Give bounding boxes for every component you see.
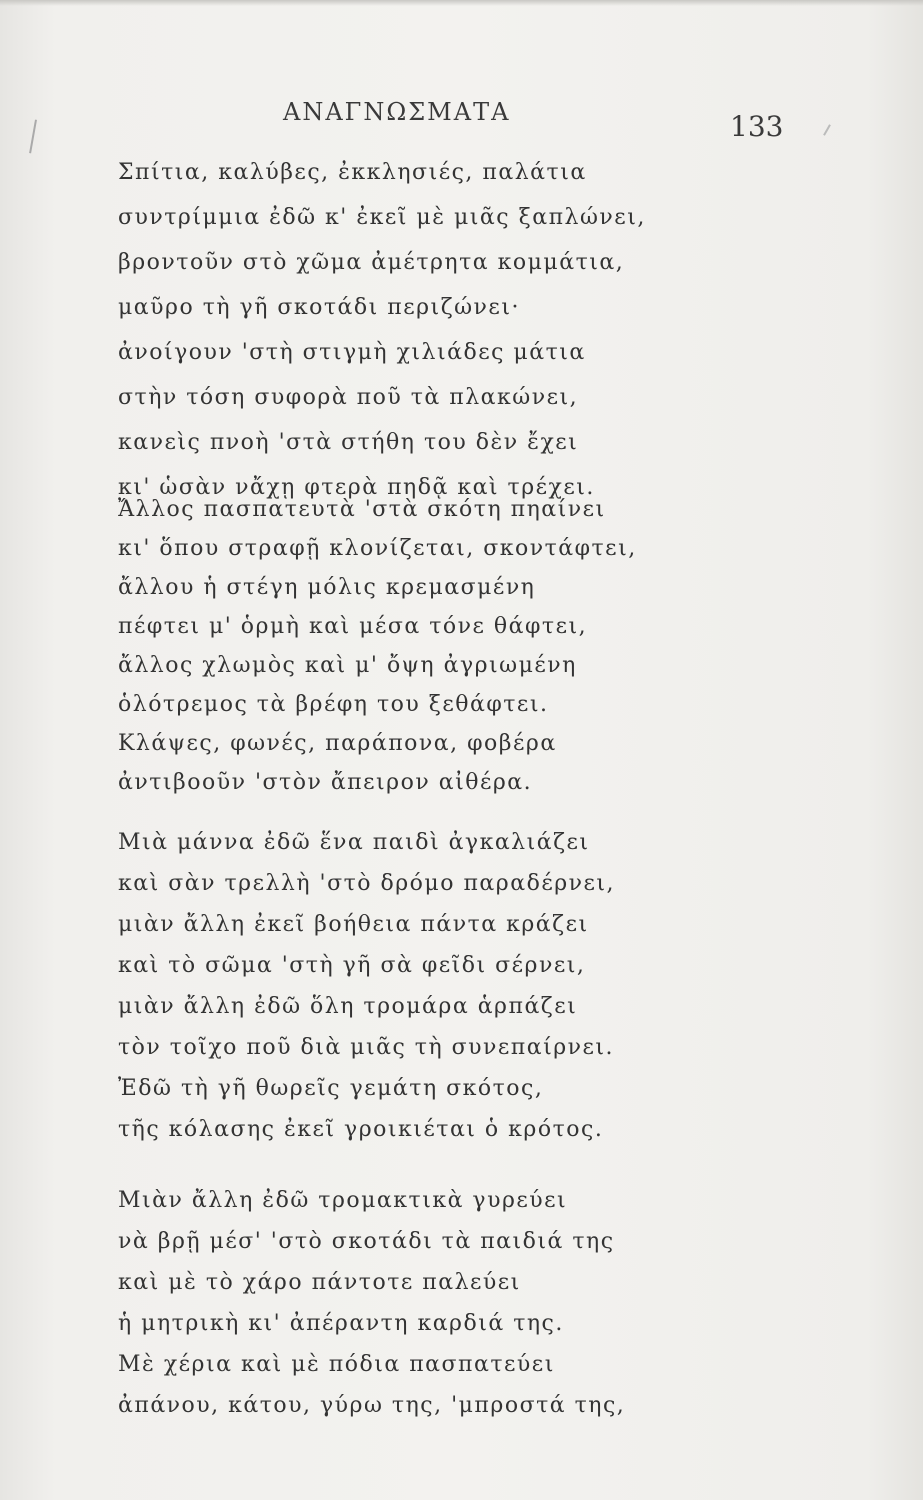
poem-line: Μιὰν ἄλλη ἐδῶ τρομακτικὰ γυρεύει <box>118 1188 568 1213</box>
page-top-edge <box>0 0 923 6</box>
poem-line: ἀντιβοοῦν 'στὸν ἄπειρον αἰθέρα. <box>118 770 533 795</box>
poem-line: ὁλότρεμος τὰ βρέφη του ξεθάφτει. <box>118 692 549 717</box>
poem-line: πέφτει μ' ὁρμὴ καὶ μέσα τόνε θάφτει, <box>118 614 588 639</box>
poem-line: ἀπάνου, κάτου, γύρω της, 'μπροστά της, <box>118 1393 626 1418</box>
poem-line: Κλάψες, φωνές, παράπονα, φοβέρα <box>118 731 557 756</box>
poem-line: ἄλλος χλωμὸς καὶ μ' ὄψη ἀγριωμένη <box>118 653 577 678</box>
poem-line: βροντοῦν στὸ χῶμα ἀμέτρητα κομμάτια, <box>118 250 625 275</box>
page-header <box>0 92 923 143</box>
poem-line: καὶ σὰν τρελλὴ 'στὸ δρόμο παραδέρνει, <box>118 871 616 896</box>
poem-line: Ἄλλος πασπατευτὰ 'στὰ σκότη πηαίνει <box>118 497 606 522</box>
poem-line: κανεὶς πνοὴ 'στὰ στήθη του δὲν ἔχει <box>118 430 579 455</box>
poem-line: στὴν τόση συφορὰ ποῦ τὰ πλακώνει, <box>118 385 579 410</box>
poem-line: μιὰν ἄλλη ἐδῶ ὅλη τρομάρα ἁρπάζει <box>118 994 578 1019</box>
poem-line: Σπίτια, καλύβες, ἐκκλησιές, παλάτια <box>118 160 587 185</box>
poem-line: ἡ μητρικὴ κι' ἀπέραντη καρδιά της. <box>118 1311 564 1336</box>
poem-line: τῆς κόλασης ἐκεῖ γροικιέται ὁ κρότος. <box>118 1117 604 1142</box>
running-title: ΑΝΑΓΝΩΣΜΑΤΑ <box>283 98 511 126</box>
poem-line: Μὲ χέρια καὶ μὲ πόδια πασπατεύει <box>118 1352 555 1377</box>
poem-line: Ἐδῶ τὴ γῆ θωρεῖς γεμάτη σκότος, <box>118 1076 544 1101</box>
poem-line: συντρίμμια ἐδῶ κ' ἐκεῖ μὲ μιᾶς ξαπλώνει, <box>118 205 646 230</box>
poem-line: μιὰν ἄλλη ἐκεῖ βοήθεια πάντα κράζει <box>118 912 589 937</box>
poem-line: ἀνοίγουν 'στὴ στιγμὴ χιλιάδες μάτια <box>118 340 586 365</box>
poem-line: καὶ τὸ σῶμα 'στὴ γῆ σὰ φεῖδι σέρνει, <box>118 953 586 978</box>
poem-line: μαῦρο τὴ γῆ σκοτάδι περιζώνει· <box>118 295 520 320</box>
poem-line: ἄλλου ἡ στέγη μόλις κρεμασμένη <box>118 575 536 600</box>
poem-line: νὰ βρῇ μέσ' 'στὸ σκοτάδι τὰ παιδιά της <box>118 1229 615 1254</box>
poem-line: τὸν τοῖχο ποῦ διὰ μιᾶς τὴ συνεπαίρνει. <box>118 1035 615 1060</box>
poem-line: κι' ὅπου στραφῇ κλονίζεται, σκοντάφτει, <box>118 536 637 561</box>
poem-line: καὶ μὲ τὸ χάρο πάντοτε παλεύει <box>118 1270 521 1295</box>
poem-line: Μιὰ μάννα ἐδῶ ἕνα παιδὶ ἀγκαλιάζει <box>118 830 590 855</box>
page-number: 133 <box>730 110 784 143</box>
poem-line: κι' ὡσὰν νἄχῃ φτερὰ πηδᾷ καὶ τρέχει. <box>118 475 595 500</box>
